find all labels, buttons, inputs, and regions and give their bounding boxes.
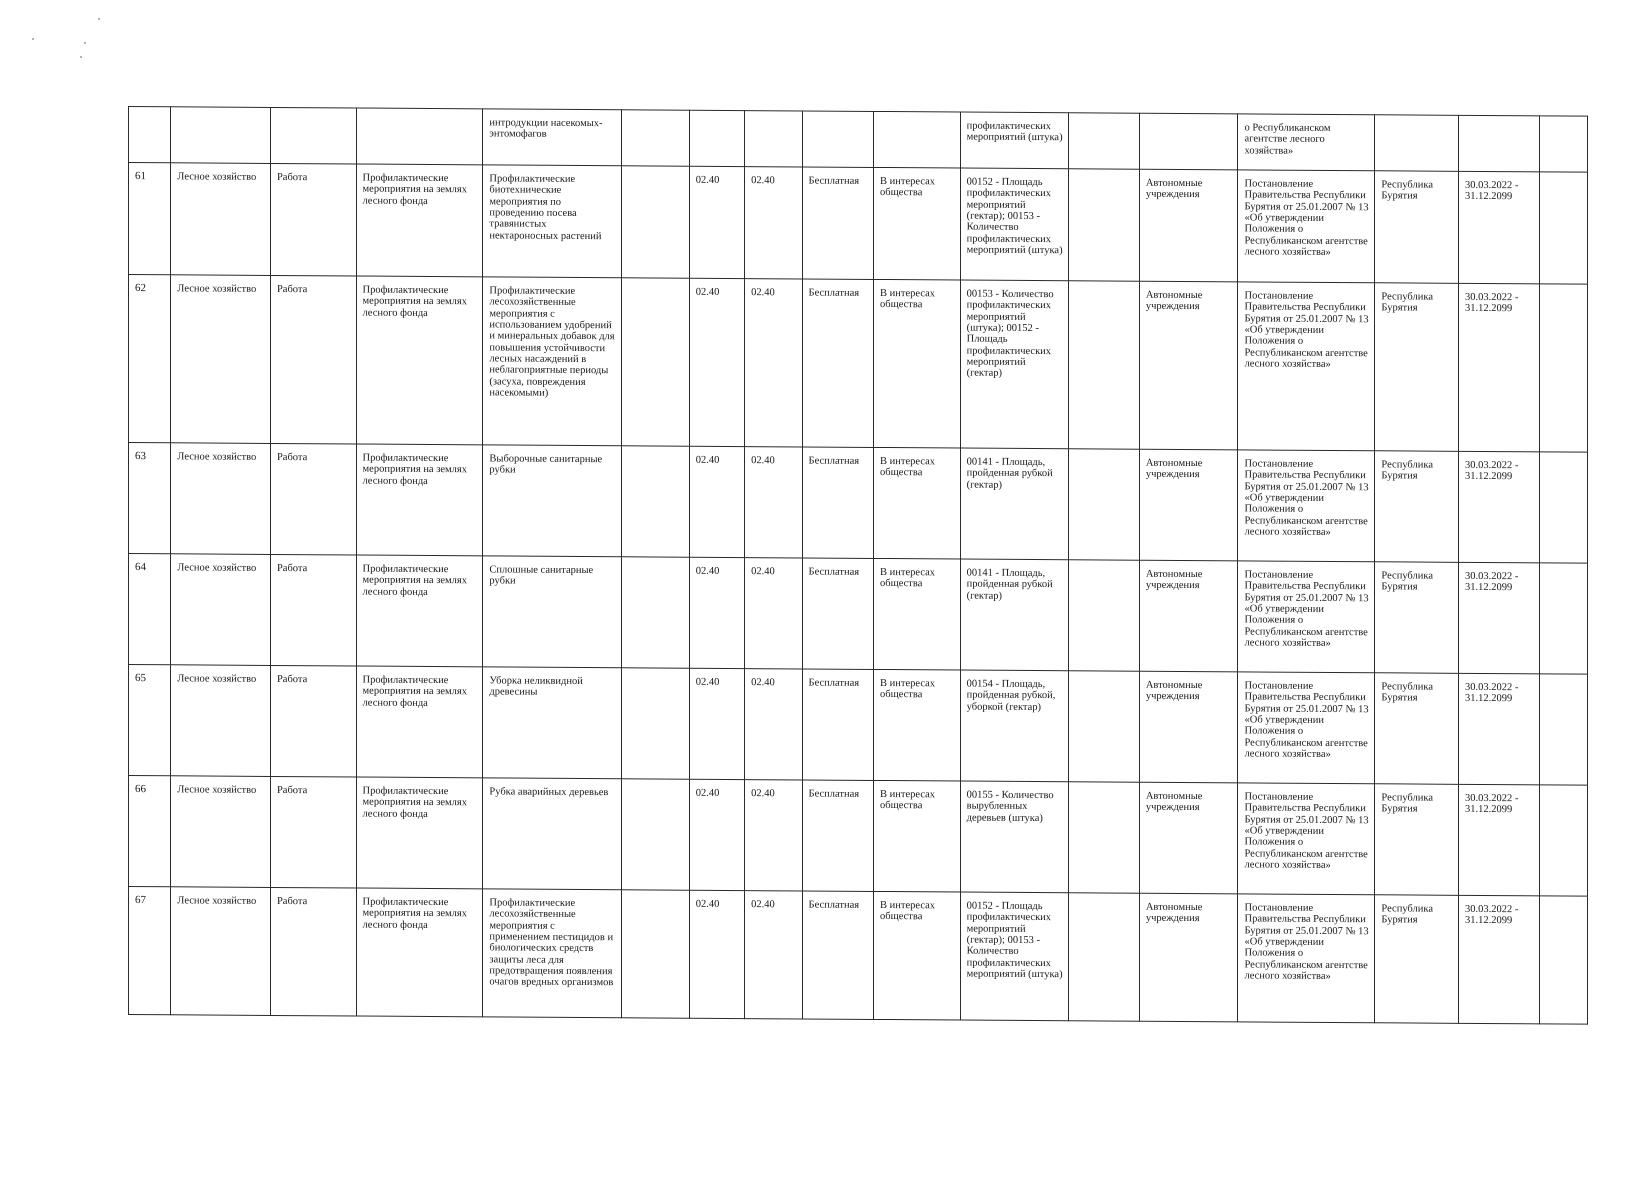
cell-region: Республика Бурятия (1375, 673, 1459, 785)
cell-institutions: Автономные учреждения (1139, 281, 1238, 450)
cell-code-2: 02.40 (745, 669, 802, 780)
cell-code-1: 02.40 (689, 668, 744, 779)
cell-sector: Лесное хозяйство (171, 443, 271, 555)
cell-service-name: Профилактические мероприятия на землях лесного фонда (356, 555, 483, 667)
cell-region: Республика Бурятия (1375, 562, 1459, 674)
cell-code-1: 02.40 (689, 779, 744, 890)
table-row (129, 776, 1588, 897)
cell-empty (622, 110, 689, 166)
cell-code-2: 02.40 (745, 780, 802, 891)
cell-service-name: Профилактические мероприятия на землях лесного фонда (356, 444, 483, 556)
cell-region: Республика Бурятия (1375, 283, 1459, 452)
cell-payment: Бесплатная (802, 558, 873, 669)
cell-number: 63 (129, 443, 171, 554)
scan-speck (98, 18, 100, 20)
cell-code-2: 02.40 (745, 279, 802, 447)
cell-institutions: Автономные учреждения (1139, 671, 1238, 783)
document-table-wrapper (128, 106, 1588, 1025)
cell-institutions (1139, 113, 1238, 170)
cell-region (1375, 115, 1459, 172)
cell-type: Работа (270, 275, 356, 444)
cell-sector: Лесное хозяйство (171, 554, 271, 666)
cell-empty (1069, 281, 1139, 449)
cell-kind: Уборка неликвидной древесины (483, 667, 622, 779)
cell-code-2: 02.40 (745, 447, 802, 558)
table-row (129, 443, 1588, 564)
cell-empty (622, 446, 689, 557)
cell-service-name (356, 108, 483, 165)
cell-empty (1539, 674, 1587, 785)
cell-type: Работа (270, 554, 356, 666)
cell-legal-basis: Постановление Правительства Республики Бурятия от 25.01.2007 № 13 «Об утверждении Положения о Республиканском агентстве лесного хозяйства» (1238, 170, 1375, 283)
cell-region: Республика Бурятия (1375, 784, 1459, 896)
cell-period: 30.03.2022 - 31.12.2099 (1458, 784, 1539, 896)
cell-empty (1069, 671, 1139, 782)
cell-empty (1539, 116, 1587, 172)
table-row (129, 107, 1588, 173)
cell-consumers: В интересах общества (874, 167, 961, 280)
cell-period: 30.03.2022 - 31.12.2099 (1458, 171, 1539, 284)
cell-code-1: 02.40 (689, 278, 744, 446)
cell-period: 30.03.2022 - 31.12.2099 (1458, 895, 1539, 1024)
table-body (129, 107, 1588, 1025)
cell-consumers: В интересах общества (874, 558, 961, 670)
cell-empty (1069, 169, 1139, 281)
cell-sector (171, 107, 271, 164)
cell-empty (1069, 113, 1139, 169)
cell-sector: Лесное хозяйство (171, 776, 271, 888)
cell-sector: Лесное хозяйство (171, 887, 271, 1016)
cell-empty (1539, 563, 1587, 674)
cell-empty (1539, 452, 1587, 563)
cell-legal-basis: Постановление Правительства Республики Бурятия от 25.01.2007 № 13 «Об утверждении Положения о Республиканском агентстве лесного хозяйства» (1238, 894, 1375, 1023)
cell-empty (622, 668, 689, 779)
cell-payment: Бесплатная (802, 279, 873, 447)
cell-institutions: Автономные учреждения (1139, 560, 1238, 672)
cell-region: Республика Бурятия (1375, 451, 1459, 563)
cell-empty (1539, 172, 1587, 284)
cell-period: 30.03.2022 - 31.12.2099 (1458, 283, 1539, 452)
cell-region: Республика Бурятия (1375, 895, 1459, 1024)
cell-code-1 (689, 110, 744, 166)
cell-code-1: 02.40 (689, 166, 744, 278)
cell-institutions: Автономные учреждения (1139, 893, 1238, 1022)
cell-indicator: профилактических мероприятий (штука) (960, 112, 1069, 169)
cell-payment (802, 111, 873, 167)
cell-service-name: Профилактические мероприятия на землях лесного фонда (356, 164, 483, 277)
cell-institutions: Автономные учреждения (1139, 169, 1238, 282)
cell-indicator: 00152 - Площадь профилактических мероприятий (гектар); 00153 - Количество профилактических мероприятий (штука) (960, 892, 1069, 1021)
cell-payment: Бесплатная (802, 891, 873, 1019)
table-row (129, 275, 1588, 453)
cell-indicator: 00152 - Площадь профилактических мероприятий (гектар); 00153 - Количество профилактических мероприятий (штука) (960, 168, 1069, 281)
scan-speck (84, 42, 86, 44)
cell-code-2: 02.40 (745, 167, 802, 279)
cell-type: Работа (270, 776, 356, 888)
cell-kind: Сплошные санитарные рубки (483, 556, 622, 668)
cell-kind: Профилактические биотехнические мероприятия по проведению посева травянистых нектароносных растений (483, 165, 622, 278)
cell-type (270, 107, 356, 164)
cell-kind: Рубка аварийных деревьев (483, 778, 622, 890)
cell-empty (622, 557, 689, 668)
cell-period: 30.03.2022 - 31.12.2099 (1458, 451, 1539, 563)
cell-legal-basis: Постановление Правительства Республики Бурятия от 25.01.2007 № 13 «Об утверждении Положения о Республиканском агентстве лесного хозяйства» (1238, 672, 1375, 784)
table-row (129, 163, 1588, 285)
cell-number (129, 107, 171, 163)
cell-legal-basis: Постановление Правительства Республики Бурятия от 25.01.2007 № 13 «Об утверждении Положения о Республиканском агентстве лесного хозяйства» (1238, 450, 1375, 562)
cell-kind: интродукции насекомых-энтомофагов (483, 109, 622, 166)
cell-empty (1069, 560, 1139, 671)
cell-institutions: Автономные учреждения (1139, 782, 1238, 894)
table-row (129, 554, 1588, 675)
cell-type: Работа (270, 887, 356, 1016)
cell-kind: Профилактические лесохозяйственные мероприятия с применением пестицидов и биологических средств защиты леса для предотвращения появления очагов вредных организмов (483, 889, 622, 1018)
cell-indicator: 00141 - Площадь, пройденная рубкой (гектар) (960, 559, 1069, 671)
cell-consumers: В интересах общества (874, 669, 961, 781)
cell-indicator: 00141 - Площадь, пройденная рубкой (гектар) (960, 448, 1069, 560)
table-row (129, 887, 1588, 1025)
cell-institutions: Автономные учреждения (1139, 449, 1238, 561)
scan-speck (32, 38, 34, 40)
cell-empty (622, 890, 689, 1018)
cell-indicator: 00153 - Количество профилактических мероприятий (штука); 00152 - Площадь профилактических мероприятий (гектар) (960, 280, 1069, 449)
cell-service-name: Профилактические мероприятия на землях лесного фонда (356, 276, 483, 445)
cell-kind: Выборочные санитарные рубки (483, 445, 622, 557)
cell-empty (1069, 782, 1139, 893)
cell-number: 65 (129, 665, 171, 776)
cell-type: Работа (270, 443, 356, 555)
cell-number: 67 (129, 887, 171, 1015)
cell-empty (1539, 785, 1587, 896)
cell-service-name: Профилактические мероприятия на землях лесного фонда (356, 666, 483, 778)
cell-consumers: В интересах общества (874, 279, 961, 448)
cell-service-name: Профилактические мероприятия на землях лесного фонда (356, 888, 483, 1017)
cell-code-2 (745, 111, 802, 167)
cell-payment: Бесплатная (802, 447, 873, 558)
cell-number: 64 (129, 554, 171, 665)
cell-number: 61 (129, 163, 171, 275)
cell-period: 30.03.2022 - 31.12.2099 (1458, 562, 1539, 674)
cell-legal-basis: Постановление Правительства Республики Бурятия от 25.01.2007 № 13 «Об утверждении Положения о Республиканском агентстве лесного хозяйства» (1238, 783, 1375, 895)
cell-code-1: 02.40 (689, 446, 744, 557)
cell-empty (1539, 284, 1587, 452)
cell-consumers: В интересах общества (874, 891, 961, 1020)
cell-empty (622, 779, 689, 890)
cell-payment: Бесплатная (802, 780, 873, 891)
cell-service-name: Профилактические мероприятия на землях лесного фонда (356, 777, 483, 889)
cell-consumers: В интересах общества (874, 780, 961, 892)
cell-sector: Лесное хозяйство (171, 275, 271, 444)
cell-period (1458, 115, 1539, 172)
cell-sector: Лесное хозяйство (171, 665, 271, 777)
cell-type: Работа (270, 665, 356, 777)
cell-region: Республика Бурятия (1375, 171, 1459, 284)
cell-consumers: В интересах общества (874, 447, 961, 559)
cell-legal-basis: Постановление Правительства Республики Бурятия от 25.01.2007 № 13 «Об утверждении Положения о Республиканском агентстве лесного хозяйства» (1238, 561, 1375, 673)
cell-indicator: 00155 - Количество вырубленных деревьев (штука) (960, 781, 1069, 893)
cell-period: 30.03.2022 - 31.12.2099 (1458, 673, 1539, 785)
cell-type: Работа (270, 163, 356, 276)
cell-code-1: 02.40 (689, 890, 744, 1018)
table-row (129, 665, 1588, 786)
cell-kind: Профилактические лесохозяйственные мероприятия с использованием удобрений и минеральных добавок для повышения устойчивости лесных насаждений в неблагоприятные периоды (засуха, повреждения насекомыми) (483, 277, 622, 446)
cell-empty (1069, 449, 1139, 560)
cell-empty (622, 166, 689, 278)
cell-code-2: 02.40 (745, 558, 802, 669)
cell-number: 66 (129, 776, 171, 887)
cell-consumers (874, 111, 961, 168)
cell-empty (1539, 896, 1587, 1024)
cell-code-1: 02.40 (689, 557, 744, 668)
cell-payment: Бесплатная (802, 669, 873, 780)
cell-empty (1069, 893, 1139, 1021)
scan-speck (80, 56, 82, 58)
cell-empty (622, 278, 689, 446)
services-register-table (128, 106, 1588, 1025)
cell-legal-basis: Постановление Правительства Республики Бурятия от 25.01.2007 № 13 «Об утверждении Положения о Республиканском агентстве лесного хозяйства» (1238, 282, 1375, 451)
cell-indicator: 00154 - Площадь, пройденная рубкой, уборкой (гектар) (960, 670, 1069, 782)
cell-payment: Бесплатная (802, 167, 873, 279)
cell-legal-basis: о Республиканском агентстве лесного хозяйства» (1238, 114, 1375, 171)
cell-sector: Лесное хозяйство (171, 163, 271, 276)
cell-code-2: 02.40 (745, 891, 802, 1019)
cell-number: 62 (129, 275, 171, 443)
